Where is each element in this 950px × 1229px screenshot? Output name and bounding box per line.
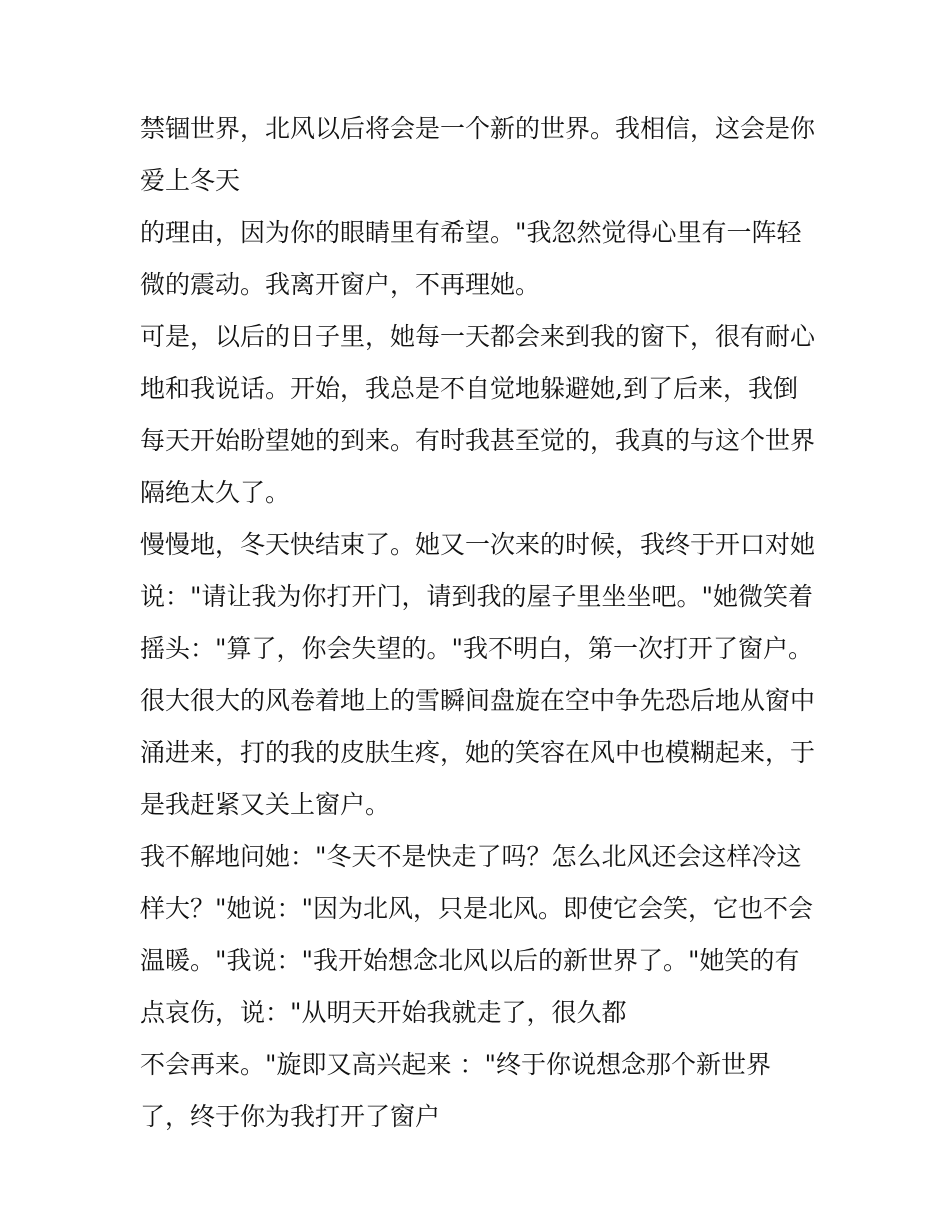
text-line: 样大？"她说："因为北风，只是北风。即使它会笑，它也不会 xyxy=(140,894,814,923)
text-line: 的理由，因为你的眼睛里有希望。"我忽然觉得心里有一阵轻 xyxy=(140,218,802,247)
text-line: 禁锢世界，北风以后将会是一个新的世界。我相信，这会是你 xyxy=(140,114,816,143)
text-line: 是我赶紧又关上窗户。 xyxy=(140,790,391,819)
text-line: 地和我说话。开始，我总是不自觉地躲避她,到了后来，我倒 xyxy=(140,374,798,403)
text-line: 说："请让我为你打开门，请到我的屋子里坐坐吧。"她微笑着 xyxy=(140,582,814,611)
text-line: 点哀伤，说："从明天开始我就走了，很久都 xyxy=(140,998,627,1027)
text-line: 温暖。"我说："我开始想念北风以后的新世界了。"她笑的有 xyxy=(140,946,800,975)
text-line: 不会再来。"旋即又高兴起来 ："终于你说想念那个新世界 xyxy=(140,1050,771,1079)
text-line: 了，终于你为我打开了窗户 xyxy=(140,1102,441,1131)
text-line: 很大很大的风卷着地上的雪瞬间盘旋在空中争先恐后地从窗中 xyxy=(140,686,816,715)
text-line: 我不解地问她："冬天不是快走了吗？怎么北风还会这样冷这 xyxy=(140,842,802,871)
text-line: 涌进来，打的我的皮肤生疼，她的笑容在风中也模糊起来，于 xyxy=(140,738,816,767)
text-line: 慢慢地，冬天快结束了。她又一次来的时候，我终于开口对她 xyxy=(140,530,816,559)
text-line: 隔绝太久了。 xyxy=(140,478,291,507)
text-line: 可是，以后的日子里，她每一天都会来到我的窗下，很有耐心 xyxy=(140,322,816,351)
text-line: 微的震动。我离开窗户，不再理她。 xyxy=(140,270,541,299)
text-line: 爱上冬天 xyxy=(140,166,241,195)
text-line: 每天开始盼望她的到来。有时我甚至觉的，我真的与这个世界 xyxy=(140,426,816,455)
text-line: 摇头："算了，你会失望的。"我不明白，第一次打开了窗户。 xyxy=(140,634,814,663)
